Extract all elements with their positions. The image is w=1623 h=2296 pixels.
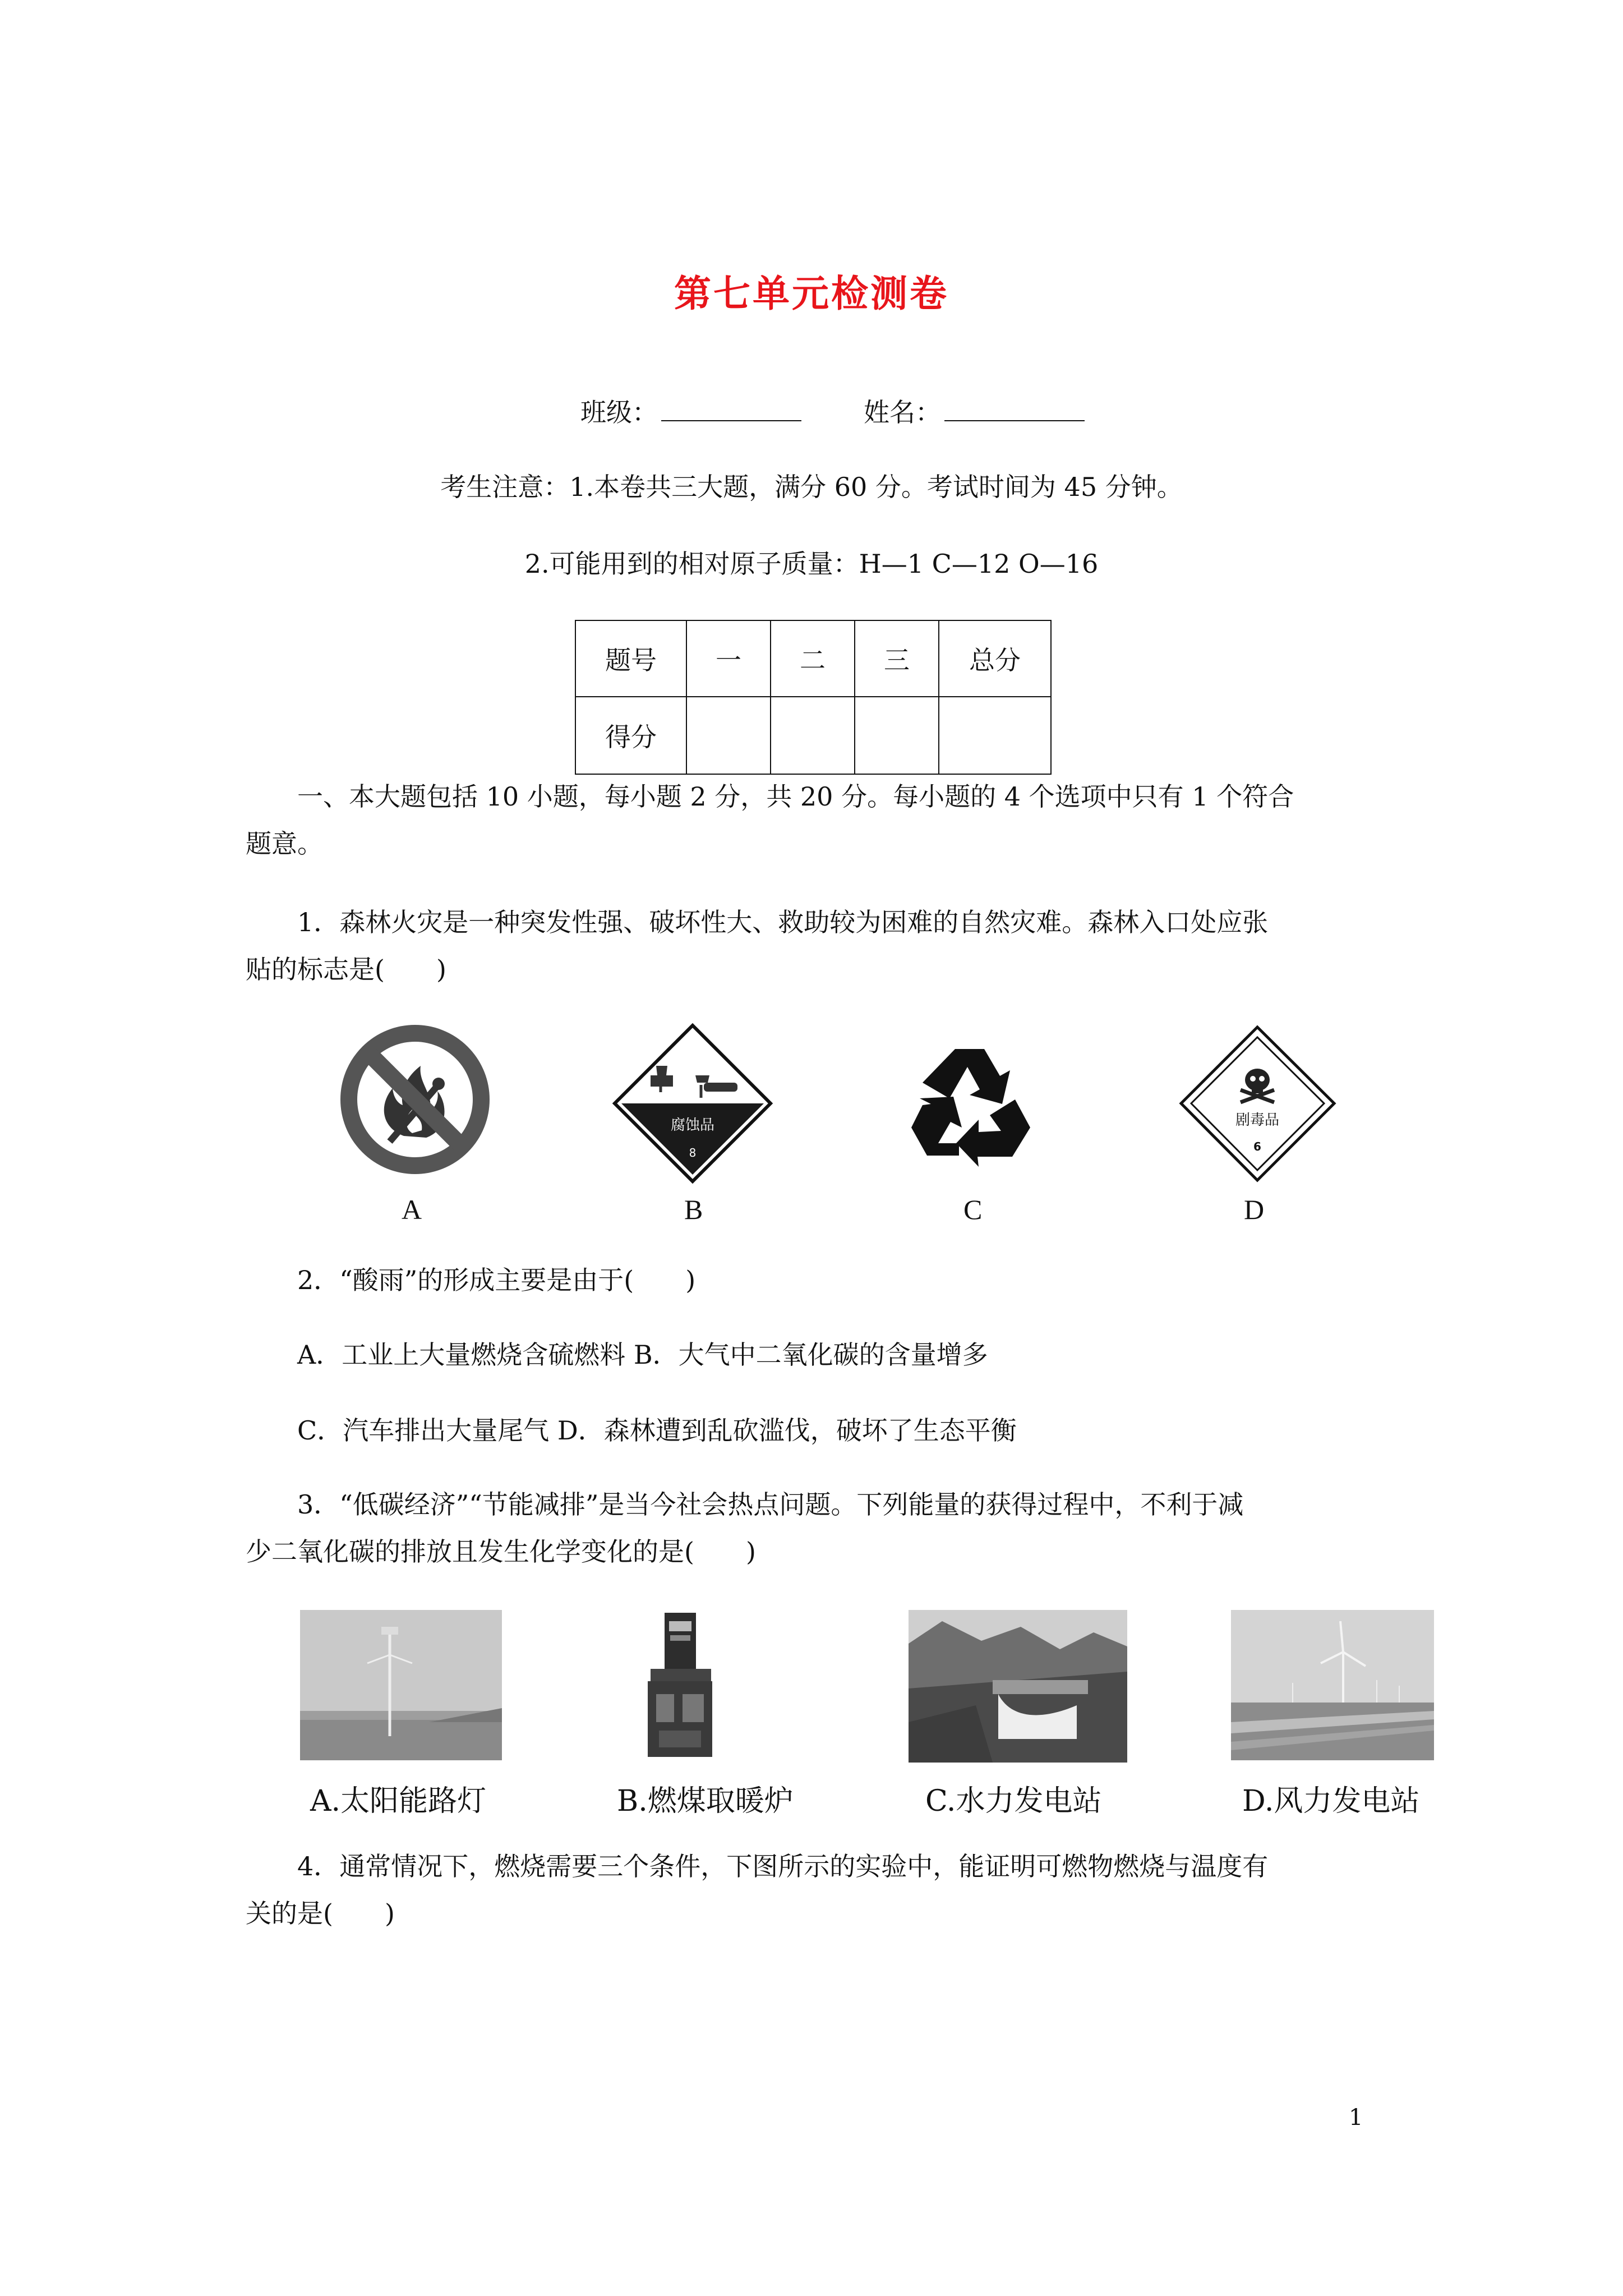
score-header-cell: 三	[855, 620, 939, 697]
question-1-line: 贴的标志是( )	[246, 954, 446, 984]
question-4	[246, 1843, 1373, 1937]
question-2-stem: 2．“酸雨”的形成主要是由于( )	[297, 1265, 696, 1295]
corrosive-class-number: 8	[689, 1146, 697, 1159]
name-blank[interactable]	[944, 398, 1085, 421]
option-letter-d: D	[1244, 1194, 1265, 1225]
score-cell[interactable]	[686, 697, 771, 774]
name-label: 姓名：	[864, 397, 941, 427]
wind-power-station-photo	[1231, 1610, 1434, 1760]
question-2-options-cd: C．汽车排出大量尾气 D．森林遭到乱砍滥伐，破坏了生态平衡	[297, 1415, 1017, 1446]
caption-coal-stove: B.燃煤取暖炉	[617, 1784, 794, 1818]
name-field	[864, 395, 1085, 429]
class-label: 班级：	[580, 397, 658, 427]
question-2-options-ab: A．工业上大量燃烧含硫燃料 B．大气中二氧化碳的含量增多	[297, 1340, 988, 1370]
score-header-cell: 二	[771, 620, 855, 697]
recycle-sign-icon	[900, 1032, 1040, 1172]
score-cell[interactable]	[855, 697, 939, 774]
section-1-line: 题意。	[246, 829, 323, 859]
corrosive-label: 腐蚀品	[670, 1117, 715, 1134]
coal-stove-photo	[642, 1610, 715, 1760]
option-letter-b: B	[684, 1194, 703, 1225]
caption-solar-light: A.太阳能路灯	[310, 1784, 487, 1818]
question-1	[246, 899, 1373, 993]
section-1-instructions	[246, 773, 1373, 867]
section-1-line: 一、本大题包括 10 小题，每小题 2 分，共 20 分。每小题的 4 个选项中只有 1 个符合	[297, 781, 1294, 812]
question-3-line: 3．“低碳经济”“节能减排”是当今社会热点问题。下列能量的获得过程中，不利于减	[297, 1489, 1244, 1520]
score-table	[575, 620, 1052, 775]
corrosive-sign-icon	[611, 1022, 774, 1185]
option-letter-c: C	[963, 1194, 983, 1225]
question-3-line: 少二氧化碳的排放且发生化学变化的是( )	[246, 1536, 756, 1567]
question-3	[246, 1481, 1373, 1575]
page-number: 1	[1349, 2105, 1363, 2131]
solar-street-light-photo	[300, 1610, 502, 1760]
hydropower-station-photo	[909, 1610, 1127, 1763]
notice-1: 考生注意：1.本卷共三大题，满分 60 分。考试时间为 45 分钟。	[440, 472, 1183, 502]
class-blank[interactable]	[661, 398, 801, 421]
question-4-line: 4．通常情况下，燃烧需要三个条件，下图所示的实验中，能证明可燃物燃烧与温度有	[297, 1851, 1269, 1881]
option-letter-a: A	[402, 1194, 422, 1225]
score-cell[interactable]	[939, 697, 1051, 774]
score-header-cell: 一	[686, 620, 771, 697]
caption-hydropower: C.水力发电站	[925, 1784, 1102, 1818]
class-field	[580, 395, 801, 429]
question-2	[246, 1257, 1373, 1304]
question-4-line: 关的是( )	[246, 1898, 395, 1929]
page-title: 第七单元检测卷	[674, 272, 949, 315]
score-header-cell: 总分	[939, 620, 1051, 697]
score-row-label: 得分	[575, 697, 686, 774]
toxic-class-number: 6	[1253, 1140, 1261, 1153]
no-fire-sign-icon	[336, 1021, 494, 1178]
notice-2: 2.可能用到的相对原子质量：H—1 C—12 O—16	[524, 549, 1099, 579]
toxic-label: 剧毒品	[1235, 1112, 1280, 1129]
score-cell[interactable]	[771, 697, 855, 774]
toxic-sign-icon	[1178, 1024, 1338, 1184]
caption-wind-power: D.风力发电站	[1242, 1784, 1420, 1818]
score-header-cell: 题号	[575, 620, 686, 697]
question-1-line: 1．森林火灾是一种突发性强、破坏性大、救助较为困难的自然灾难。森林入口处应张	[297, 907, 1269, 937]
